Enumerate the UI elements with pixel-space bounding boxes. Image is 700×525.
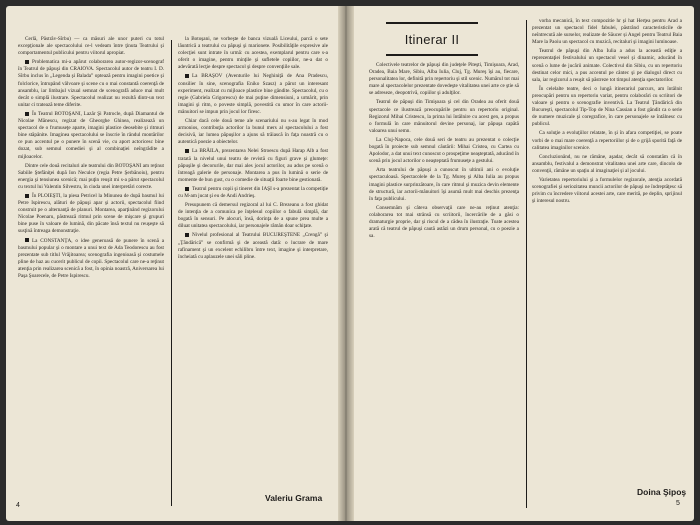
right-author-signature: Doina Şipoş [637, 487, 687, 497]
bullet-icon [185, 74, 189, 78]
left-column-2 [178, 36, 328, 491]
bullet-icon [185, 187, 189, 191]
bullet-icon [25, 112, 29, 116]
paragraph: Arta teatrului de păpuşi a cunoscut în ultimii ani o evoluţie spectaculoasă. Spectacolele de la Tg. Mureş şi Alba Iulia au propus imagini plastice surprinzătoare, în care ritmul şi muzica devin elemente de structură, iar actorii-mânuitori îşi asumă mult mai deschis prezenţa în faţa publicului. [369, 167, 519, 202]
right-column-2 [532, 18, 682, 488]
bullet-icon [25, 238, 29, 242]
bullet-icon [185, 149, 189, 153]
column-divider [526, 20, 527, 508]
paragraph: În PLOIEŞTI, la piesa Petricel la Minunea de după basmul lui Petre Ispirescu, alături de păpuşi apar şi actorii, spectacolul fiind construit pe o alternanţă de planuri. Montarea, aparţinând regizorului Nicolae Poenaru, păstrează ritmul prin scene de mişcare şi grupuri bine puse în valoare de lumină, din păcate însă textul nu reuşeşte să susţină întreaga demonstraţie. [18, 192, 164, 235]
paragraph: Concluzionând, nu ne rămâne, aşadar, decât să constatăm că în ansamblu, festivalul a demonstrat vitalitatea unei arte care, dincolo de convenţii, rămâne un spaţiu al imaginaţiei şi al jocului. [532, 153, 682, 174]
paragraph: La BRĂILA, prezentarea Nelei Stroescu după Harap Alb a fost tratată la nivelul unui teatru de revistă cu figuri grave şi glumeţe: păpuşile şi decorurile, dar mai ales jocul actorilor, au adus pe scenă o întreagă galerie de personaje. Montarea a pus în lumină o serie de momente de bun gust, cu o comedie de situaţii foarte bine gestionată. [178, 148, 328, 183]
left-author-signature: Valeriu Grama [265, 493, 323, 503]
paragraph: Varietatea repertoriului şi a formulelor regizorale, atenţia acordată scenografiei şi seriozitatea muncii actorilor de păpuşi ne îndreptăţesc să privim cu încredere viitorul acestei arte, care merită, pe deplin, sprijinul şi interesul nostru. [532, 176, 682, 205]
paragraph: Teatrul de păpuşi din Timişoara şi cel din Oradea au oferit două spectacole ce ilustrează preocupările pentru un repertoriu original. Regizorul Mihai Cristescu, la prima lui întâlnire cu acest gen, a propus o formulă în care mânuitorul devine personaj, iar păpuşa capătă valoarea unui semn. [369, 99, 519, 134]
bullet-icon [185, 233, 189, 237]
column-divider [171, 40, 172, 506]
paragraph: La Cluj-Napoca, cele două seri de teatru au prezentat o colecţie bogată în proiecte sub semnul căutării: Mihai Cristea, cu Cartea cu Apolodor, a dat unui text cunoscut o prospeţime neaşteptată, aducând în scenă prin jocul actorilor o neaşteptată frumuseţe a gestului. [369, 136, 519, 165]
paragraph: Chiar dacă cele două teme ale scenariului nu s-au legat în mod armonios, contribuţia actorilor la bunul mers al spectacolului a fost decisivă, iar lumea păpuşilor a ajuns să trăiască în faţa noastră cu o autentică poezie a obiectelor. [178, 118, 328, 146]
right-column-1 [369, 62, 519, 508]
article-title: Itinerar II [404, 31, 460, 47]
paragraph: Nivelul profesional al Teatrului BUCUREŞTENE „Crengă” şi „Ţăndărică” se confirmă şi de această dată: o lucrare de mare rafinament şi un excelent echilibru între text, imagine şi interpretare, încheiată cu aplauzele unei săli pline. [178, 232, 328, 260]
paragraph: Consemnăm şi câteva observaţii care ne-au reţinut atenţia: colaborarea tot mai strânsă cu scriitorii, încercările de a găsi o dramaturgie proprie, dar şi riscul de a cădea în ilustraţie. Toate acestea arată că teatrul de păpuşi caută astăzi un drum personal, cu o poezie a sa. [369, 204, 519, 240]
paragraph: vorba mecanică, în text compozitie hr şi hat Herţea pentru Arad a prezentat un spectacol fidel fabulei, păstrând caracteristicile de neîntrecută ale surselor, realizate de Săucer și Angel pentru Teatrul Baia Mare la Paoiu un spectacol cu muzică, recitaluri şi imagini luminoase. [532, 18, 682, 46]
bullet-icon [25, 194, 29, 198]
bullet-icon [25, 60, 29, 64]
paragraph: la Botoşani, ne vorbeşte de banca vizuală Liceului, parcă o sete lăuntrică a teatrului cu păpuşi şi marionete. Posibilităţile expresive ale colecţiei sunt intrate în urmă: cu acestea, exemplarul pentru care s-a oferit o imagine, pentru minţile şi sufletele copiilor, ne-a dat o adevărată lecţie despre spectacol şi despre convenţiile sale. [178, 36, 328, 71]
paragraph: Ca soluţie a evoluţiilor relatate, în şi în afara competiţiei, se poate vorbi de o mai mare coerenţă a repertoriilor şi de o grijă sporită faţă de calitatea imaginilor scenice. [532, 130, 682, 151]
paragraph: La CONSTANŢA, o idee generoasă de punere în scenă a basmului popular şi o montare a unui text de Ada Teodorescu au fost prezentate sub titlul Vrăjitoarea; scenografia ingenioasă şi costumele pline de haz au cucerit publicul de copii. Spectacolul care ne-a reţinut atenţia prin realizarea scenică a fost, în opinia noastră, Aniversarea lui Paşa Şoarecele, de Petre Ispirescu. [18, 237, 164, 279]
paragraph: Dintre cele două recitaluri ale teatrului din BOTOŞANI am reţinut Sabiile Ştefăniţei după Ion Neculce (regia Petre Şerbănoiu), pentru energia şi tensiunea scenică; mai puţin reuşit mi s-a părut spectacolul cu textul lui Valentin Silvestru, în ciuda unei interpretări corecte. [18, 162, 164, 190]
left-column-1 [18, 36, 164, 506]
paragraph: În celelalte teatre, deci o lungă itinerariul parcurs, am întâlnit preocupări pentru un repertoriu variat, pentru colaborări cu scriitori de valoare şi pentru o scenografie inventivă. La Teatrul Ţăndărică din Bucureşti, spectacolul Tip-Top de Nina Cassian a fost gândit ca o serie de numere muzicale şi coregrafice, în care personajele se întâlnesc cu publicul. [532, 85, 682, 128]
paragraph: În Teatrul BOTOŞANI, Lazăr Şi Patrocle, după Diamantul de Nicolae Mănescu, regizat de Gheorghe Ghinea, realizează un spectacol de o frumuseţe aparte, imagini plastice deosebite şi ritmuri bine stăpânite. Imaginea spectacolului se înscrie în rândul montărilor ce pun accentul pe o punere în scenă vie, cu aport actoricesc bine dozat, sub semnul comediei şi al combinaţiei neîngrădite a mijloacelor. [18, 110, 164, 160]
right-page-number: 5 [676, 500, 680, 507]
paragraph: Colectivele teatrelor de păpuşi din judeţele Piteşti, Timişoara, Arad, Oradea, Baia Mare, Sibiu, Alba Iulia, Cluj, Tg. Mureş îşi au, fiecare, personalitatea lor, definită prin repertoriu şi stil scenic. Numărul tot mai mare al spectacolelor prezentate dovedeşte vitalitatea unei arte ce ştie să se adreseze, deopotrivă, copiilor şi adulţilor. [369, 62, 519, 97]
paragraph: La BRAŞOV (Aventurile lui Neghiniţă de Ana Pradescu, consilier în sine, scenografia Eniko Szasz) a părut un interesant experiment, realizat cu mijloace plastice bine gândite. Spectacolul, cu o regie (Gabriela Grigorescu) de mai puţine dimensiuni, a urmărit, prin imagini şi ritm, o poveste simplă, povestită cu umor în care actorii-mânuitori se impun prin jocul lor firesc. [178, 73, 328, 115]
paragraph: Teatrul pentru copii şi tineret din IAŞI s-a prezentat la competiţie cu M-am jucat şi eu de Andi Andrieş. [178, 185, 328, 199]
paragraph: Problematica mi-a apărut colaborarea autor-regizor-scenograf în Teatrul de păpuşi din CRAIOVA. Spectacolul autor de teatru I. D. Sîrbu inclus în „Legenda şi Balada” optează pentru imagini poetice şi folclorice, întrupând vâlvoare şi scene cu o mai constantă coerenţă de ansamblu, iar limbajul vizual semnat de scenografă aduce mai mult decât o simplă ilustrare. Spectacolul realizat nu rezultă dintr-un text unitar ci tratează teme diferite. [18, 59, 164, 108]
left-page-number: 4 [16, 502, 20, 509]
paragraph: Cerlă, Păstrăv-Sîrbu) — ca măsuri ale unor puteri cu totul excepţionale ale spectacolului ce-l vedeam între ţinuta Teatrului şi comportamentul publicului pentru viitorul apropiat. [18, 36, 164, 57]
page-gutter [338, 6, 354, 521]
paragraph: Teatrul de păpuşi din Alba Iulia a adus la această ediţie a reprezentaţiei festivalului un spectacol vesel şi dinamic, aducând în scenă o lume de jucării animate. Colectivul din Sibiu, cu un repertoriu destinat celor mici, a pus accentul pe cântec şi pe dialogul direct cu sala, iar regizorul a reuşit să păstreze tot timpul atenţia spectatorilor. [532, 48, 682, 83]
paragraph: Presupunem că demersul regizoral al lui C. Brezeanu a fost ghidat de intenţia de a comunica pe înţelesul copiilor o fabulă simplă, dar bogată în sensuri. Pe alocuri, însă, dorinţa de a spune prea multe a diluat unitatea spectacolului, iar personajele rămân doar schiţate. [178, 202, 328, 230]
article-title-box [386, 22, 478, 56]
